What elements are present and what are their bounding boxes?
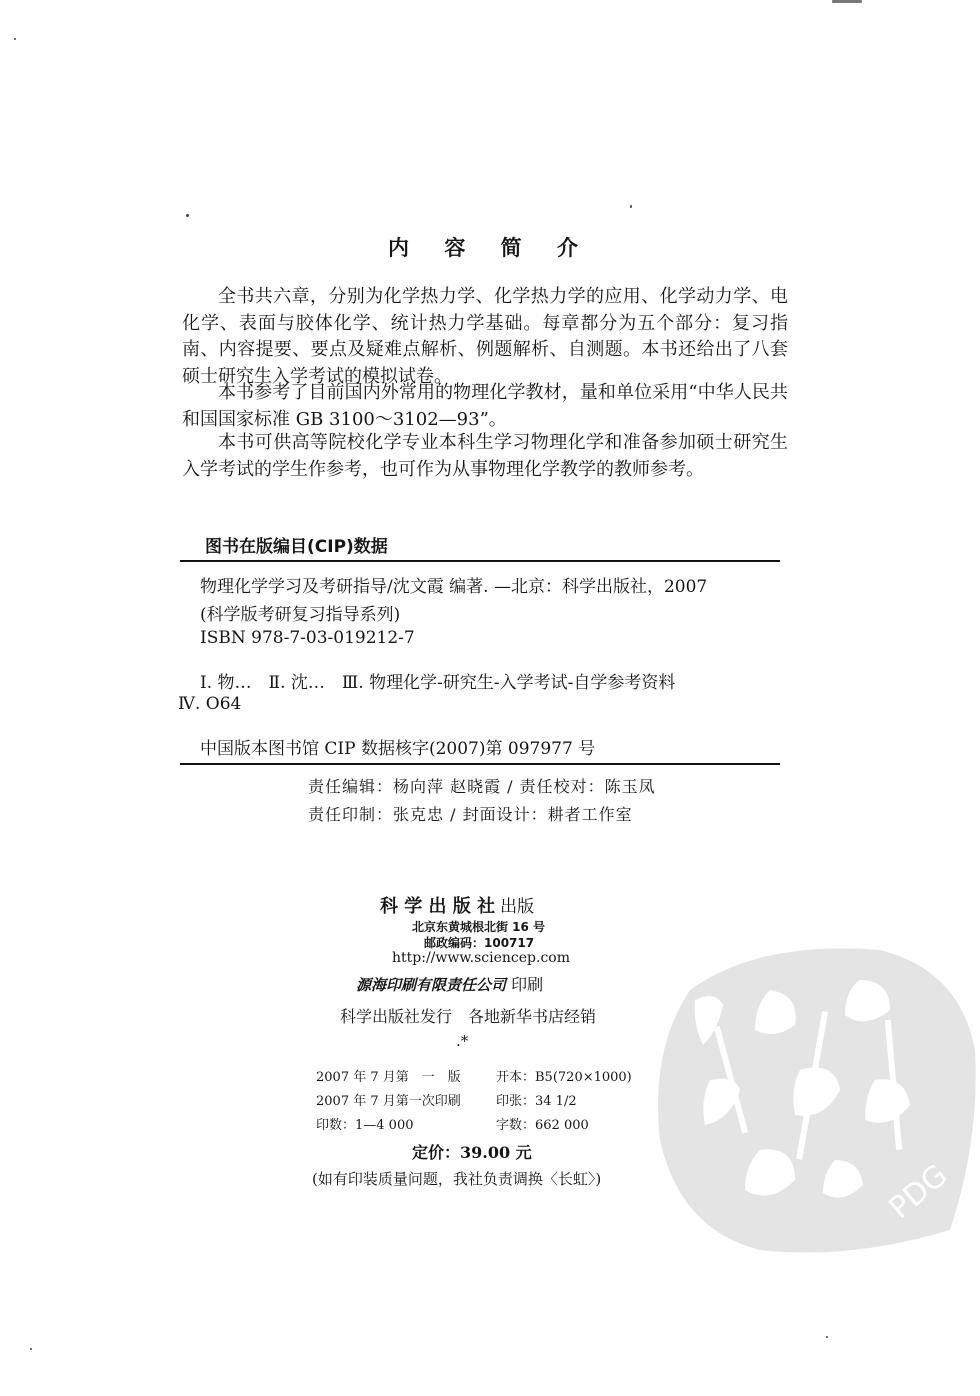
publisher-line	[380, 892, 534, 918]
spec-words: 字数：662 000	[496, 1118, 589, 1133]
cip-top-rule	[180, 560, 780, 562]
watermark-text: PDG	[882, 1157, 955, 1227]
cip-series-line: (科学版考研复习指导系列)	[200, 605, 401, 625]
spec-edition: 2007 年 7 月第 一 版	[316, 1070, 461, 1085]
cip-classification: Ⅰ. 物… Ⅱ. 沈… Ⅲ. 物理化学-研究生-入学考试-自学参考资料	[200, 673, 676, 693]
spec-printing: 2007 年 7 月第一次印刷	[316, 1094, 461, 1109]
intro-paragraph-1: 全书共六章，分别为化学热力学、化学热力学的应用、化学动力学、电化学、表面与胶体化学、统计热力学基础。每章都分为五个部分：复习指南、内容提要、要点及疑难点解析、例题解析、自测题。本书还给出了八套硕士研究生入学考试的模拟试卷。	[182, 286, 788, 387]
printer-suffix: 印刷	[511, 975, 544, 994]
cip-header: 图书在版编目(CIP)数据	[205, 537, 388, 557]
scan-speck	[630, 205, 632, 208]
publisher-name: 科 学 出 版 社	[380, 896, 496, 917]
publisher-postcode: 邮政编码：100717	[424, 936, 535, 950]
spec-format: 开本：B5(720×1000)	[496, 1070, 632, 1085]
watermark-seal-graphic	[650, 930, 980, 1260]
publisher-url: http://www.sciencep.com	[392, 950, 571, 966]
publisher-address: 北京东黄城根北街 16 号	[412, 920, 546, 934]
cip-bottom-rule	[180, 763, 780, 765]
credits-editors: 责任编辑：杨向萍 赵晓霞 / 责任校对：陈玉凤	[308, 777, 656, 796]
scan-speck	[186, 214, 189, 217]
pdg-watermark	[650, 930, 980, 1260]
scan-edge-mark	[832, 0, 862, 3]
cip-record-number: 中国版本图书馆 CIP 数据核字(2007)第 097977 号	[200, 739, 596, 759]
scan-speck	[826, 1336, 828, 1338]
printer-line	[356, 972, 543, 995]
intro-paragraph-2: 本书参考了目前国内外常用的物理化学教材，量和单位采用“中华人民共和国国家标准 GB 3100～3102—93”。	[182, 382, 788, 430]
intro-paragraph-3: 本书可供高等院校化学专业本科生学习物理化学和准备参加硕士研究生入学考试的学生作参考，也可作为从事物理化学教学的教师参考。	[182, 432, 788, 480]
page-title: 内 容 简 介	[388, 236, 592, 260]
distribution-line: 科学出版社发行 各地新华书店经销	[340, 1007, 597, 1026]
spec-sheets: 印张：34 1/2	[496, 1094, 577, 1109]
separator-star: .*	[456, 1032, 469, 1050]
printer-name: 源海印刷有限责任公司	[356, 976, 507, 994]
publisher-suffix: 出版	[500, 897, 535, 917]
price: 定价：39.00 元	[412, 1143, 532, 1162]
cip-isbn: ISBN 978-7-03-019212-7	[200, 628, 415, 648]
scan-speck	[30, 1348, 32, 1350]
quality-notice: (如有印装质量问题，我社负责调换〈长虹〉)	[312, 1170, 602, 1188]
spec-copies: 印数：1—4 000	[316, 1118, 414, 1133]
credits-production: 责任印制：张克忠 / 封面设计：耕者工作室	[308, 805, 633, 824]
cip-classification-number: Ⅳ. O64	[178, 694, 242, 714]
cip-title-line: 物理化学学习及考研指导/沈文霞 编著. —北京：科学出版社，2007	[200, 577, 708, 597]
scan-speck	[14, 38, 16, 40]
